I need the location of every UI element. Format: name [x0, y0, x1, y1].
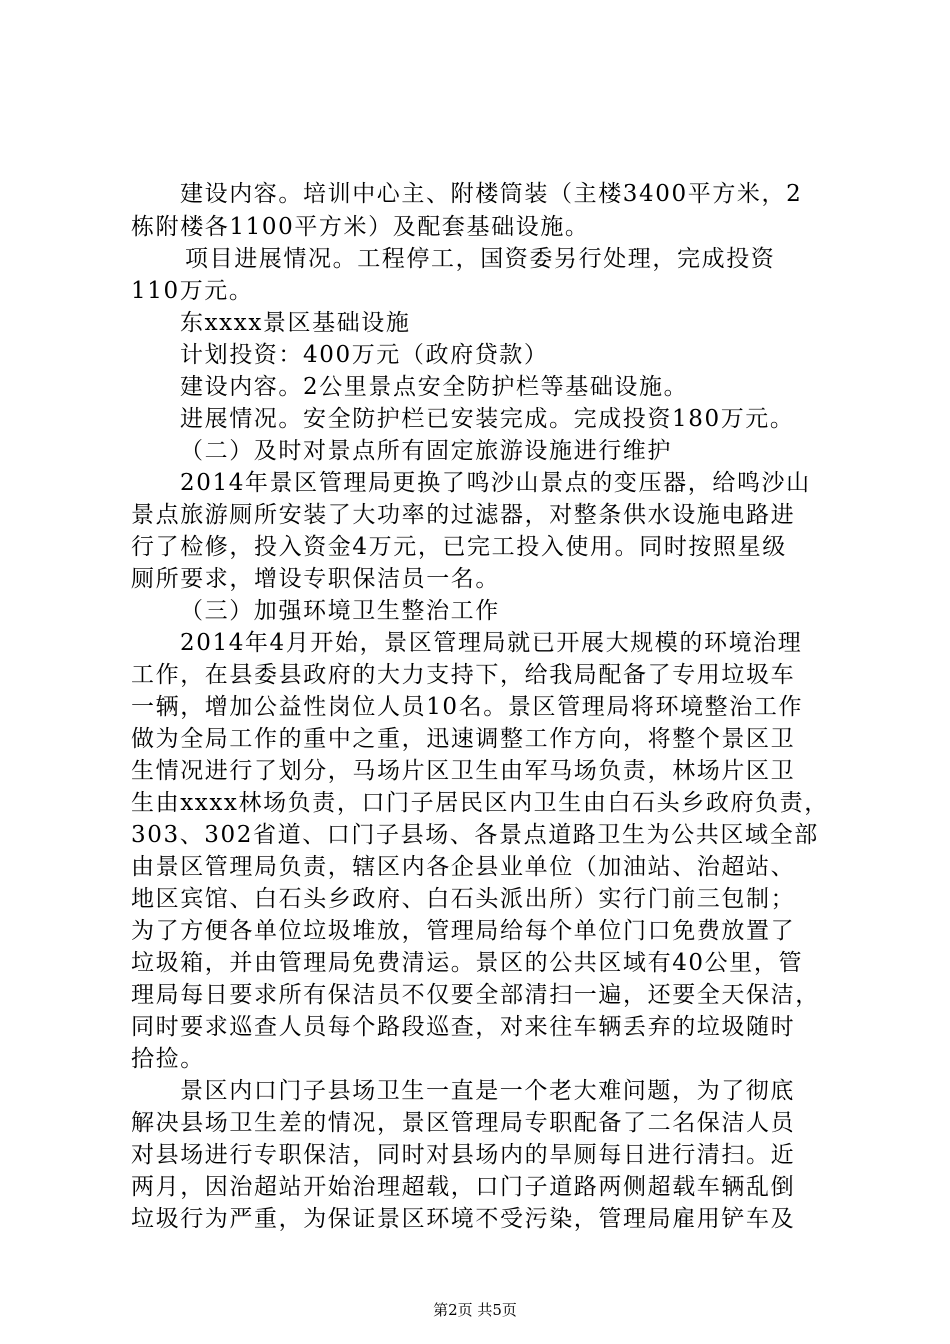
text-line: 一辆，增加公益性岗位人员10名。景区管理局将环境整治工作 — [131, 694, 804, 720]
section-heading: （三）加强环境卫生整治工作 — [180, 598, 500, 624]
text-line: 垃圾箱，并由管理局免费清运。景区的公共区域有40公里，管 — [131, 950, 804, 976]
text-line: 2014年景区管理局更换了鸣沙山景点的变压器，给鸣沙山 — [180, 470, 811, 496]
text-line: 景点旅游厕所安装了大功率的过滤器，对整条供水设施电路进 — [131, 502, 796, 528]
text-line: 行了检修，投入资金4万元，已完工投入使用。同时按照星级 — [131, 534, 787, 560]
text-line: 建设内容。培训中心主、附楼筒装（主楼3400平方米，2 — [180, 181, 803, 207]
text-line: 由景区管理局负责，辖区内各企县业单位（加油站、治超站、 — [131, 854, 796, 880]
text-line: 栋附楼各1100平方米）及配套基础设施。 — [131, 214, 590, 240]
section-heading: （二）及时对景点所有固定旅游设施进行维护 — [180, 438, 672, 464]
text-line: 东xxxx景区基础设施 — [180, 310, 411, 336]
text-line: 理局每日要求所有保洁员不仅要全部清扫一遍，还要全天保洁， — [131, 982, 820, 1008]
text-line: 地区宾馆、白石头乡政府、白石头派出所）实行门前三包制； — [131, 886, 796, 912]
text-line: 建设内容。2公里景点安全防护栏等基础设施。 — [180, 374, 689, 400]
text-line: 厕所要求，增设专职保洁员一名。 — [131, 566, 500, 592]
text-line: 同时要求巡查人员每个路段巡查，对来往车辆丢弃的垃圾随时 — [131, 1014, 796, 1040]
text-line: 拾捡。 — [131, 1046, 205, 1072]
text-line: 做为全局工作的重中之重，迅速调整工作方向，将整个景区卫 — [131, 726, 796, 752]
text-line: 对县场进行专职保洁，同时对县场内的旱厕每日进行清扫。近 — [131, 1142, 796, 1168]
text-line: 进展情况。安全防护栏已安装完成。完成投资180万元。 — [180, 406, 795, 432]
text-line: 计划投资：400万元（政府贷款） — [180, 342, 549, 368]
text-line: 解决县场卫生差的情况，景区管理局专职配备了二名保洁人员 — [131, 1110, 796, 1136]
text-line: 303、302省道、口门子县场、各景点道路卫生为公共区域全部 — [131, 822, 819, 848]
text-line: 工作，在县委县政府的大力支持下，给我局配备了专用垃圾车 — [131, 662, 796, 688]
text-line: 垃圾行为严重，为保证景区环境不受污染，管理局雇用铲车及 — [131, 1206, 796, 1232]
text-line: 为了方便各单位垃圾堆放，管理局给每个单位门口免费放置了 — [131, 918, 796, 944]
text-line: 2014年4月开始，景区管理局就已开展大规模的环境治理 — [180, 630, 803, 656]
text-line: 项目进展情况。工程停工，国资委另行处理，完成投资 — [185, 246, 776, 272]
text-line: 景区内口门子县场卫生一直是一个老大难问题，为了彻底 — [180, 1078, 795, 1104]
text-line: 两月，因治超站开始治理超载，口门子道路两侧超载车辆乱倒 — [131, 1174, 796, 1200]
text-line: 生情况进行了划分，马场片区卫生由军马场负责，林场片区卫 — [131, 758, 796, 784]
text-line: 生由xxxx林场负责，口门子居民区内卫生由白石头乡政府负责， — [131, 790, 829, 816]
text-line: 110万元。 — [131, 278, 254, 304]
page-footer: 第2页 共5页 — [433, 1301, 517, 1319]
